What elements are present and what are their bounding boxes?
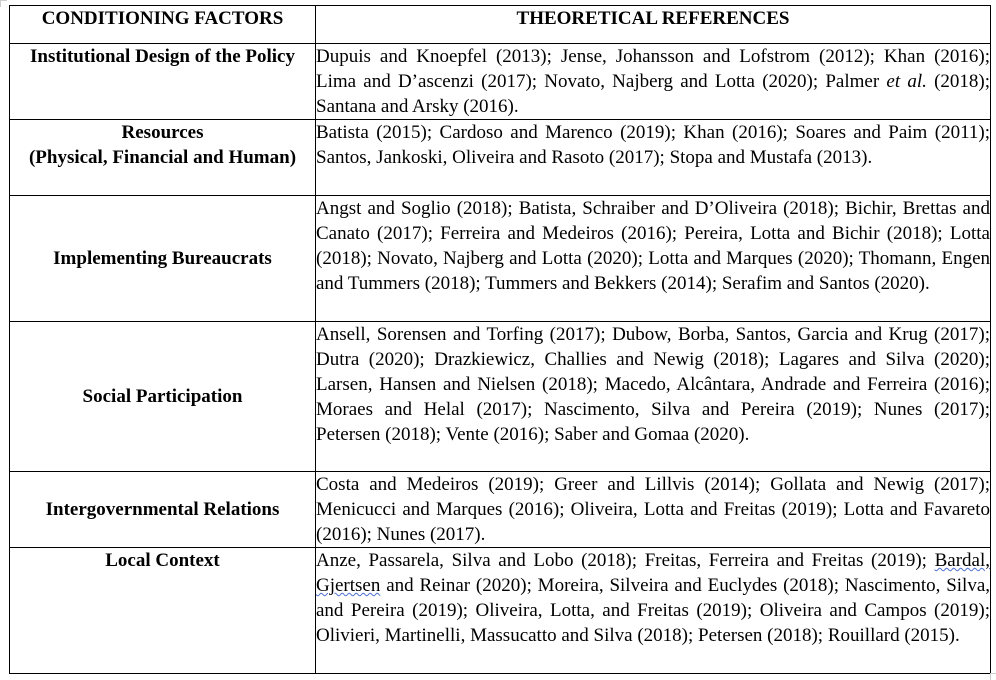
spellcheck-flagged-text[interactable]: Bardal, Gjertsen [316,550,990,596]
references-social-participation: Ansell, Sorensen and Torfing (2017); Dubow, Borba, Santos, Garcia and Krug (2017); Dutra (2020); Drazkiewicz, Challies and Newig (2018); Lagares and Silva (2020); Larsen, Hansen and Nielsen (2018); Macedo, Alcântara, Andrade and Ferreira (2016); Moraes and Helal (2017); Nascimento, Silva and Pereira (2019); Nunes (2017); Petersen (2018); Vente (2016); Saber and Gomaa (2020). [316,322,991,472]
conditioning-factors-table [9,5,991,674]
references-resources: Batista (2015); Cardoso and Marenco (2019); Khan (2016); Soares and Paim (2011); Santos, Jankoski, Oliveira and Rasoto (2017); Stopa and Mustafa (2013). [316,120,991,196]
factor-institutional-design: Institutional Design of the Policy [10,44,316,120]
table-row [10,120,991,196]
factor-title-line: Resources [121,122,204,143]
table-header-row [10,6,991,44]
table-row [10,322,991,472]
references-text: (2018); Santana and Arsky (2016). [316,71,991,117]
factor-social-participation: Social Participation [10,322,316,472]
table-move-handle[interactable] [0,0,7,7]
table-row [10,196,991,322]
references-italic-text: et al. [886,71,927,92]
references-text: Dupuis and Knoepfel (2013); Jense, Johansson and Lofstrom (2012); Khan (2016); Lima and D’ascenzi (2017); Novato, Najberg and Lotta (2020); Palmer [316,46,990,92]
header-theoretical-references: THEORETICAL REFERENCES [316,6,991,44]
factor-local-context: Local Context [10,548,316,674]
references-intergovernmental-relations: Costa and Medeiros (2019); Greer and Lillvis (2014); Gollata and Newig (2017); Menicucci and Marques (2016); Oliveira, Lotta and Freitas (2019); Lotta and Favareto (2016); Nunes (2017). [316,472,991,548]
references-institutional-design [316,44,991,120]
references-text: and Reinar (2020); Moreira, Silveira and Euclydes (2018); Nascimento, Silva, and Pereira (2019); Oliveira, Lotta, and Freitas (2019); Oliveira and Campos (2019); Olivieri, Martinelli, Massucatto and Silva (2018); Petersen (2018); Rouillard (2015). [316,575,990,646]
table-row [10,472,991,548]
factor-intergovernmental-relations: Intergovernmental Relations [10,472,316,548]
table-row [10,44,991,120]
factor-implementing-bureaucrats: Implementing Bureaucrats [10,196,316,322]
table-row [10,548,991,674]
references-implementing-bureaucrats: Angst and Soglio (2018); Batista, Schraiber and D’Oliveira (2018); Bichir, Brettas and Canato (2017); Ferreira and Medeiros (2016); Pereira, Lotta and Bichir (2018); Lotta (2018); Novato, Najberg and Lotta (2020); Lotta and Marques (2020); Thomann, Engen and Tummers (2018); Tummers and Bekkers (2014); Serafim and Santos (2020). [316,196,991,322]
header-conditioning-factors: CONDITIONING FACTORS [10,6,316,44]
factor-resources [10,120,316,196]
factor-subtitle-line: (Physical, Financial and Human) [28,147,297,168]
references-text: Anze, Passarela, Silva and Lobo (2018); Freitas, Ferreira and Freitas (2019); [316,550,935,571]
references-local-context [316,548,991,674]
